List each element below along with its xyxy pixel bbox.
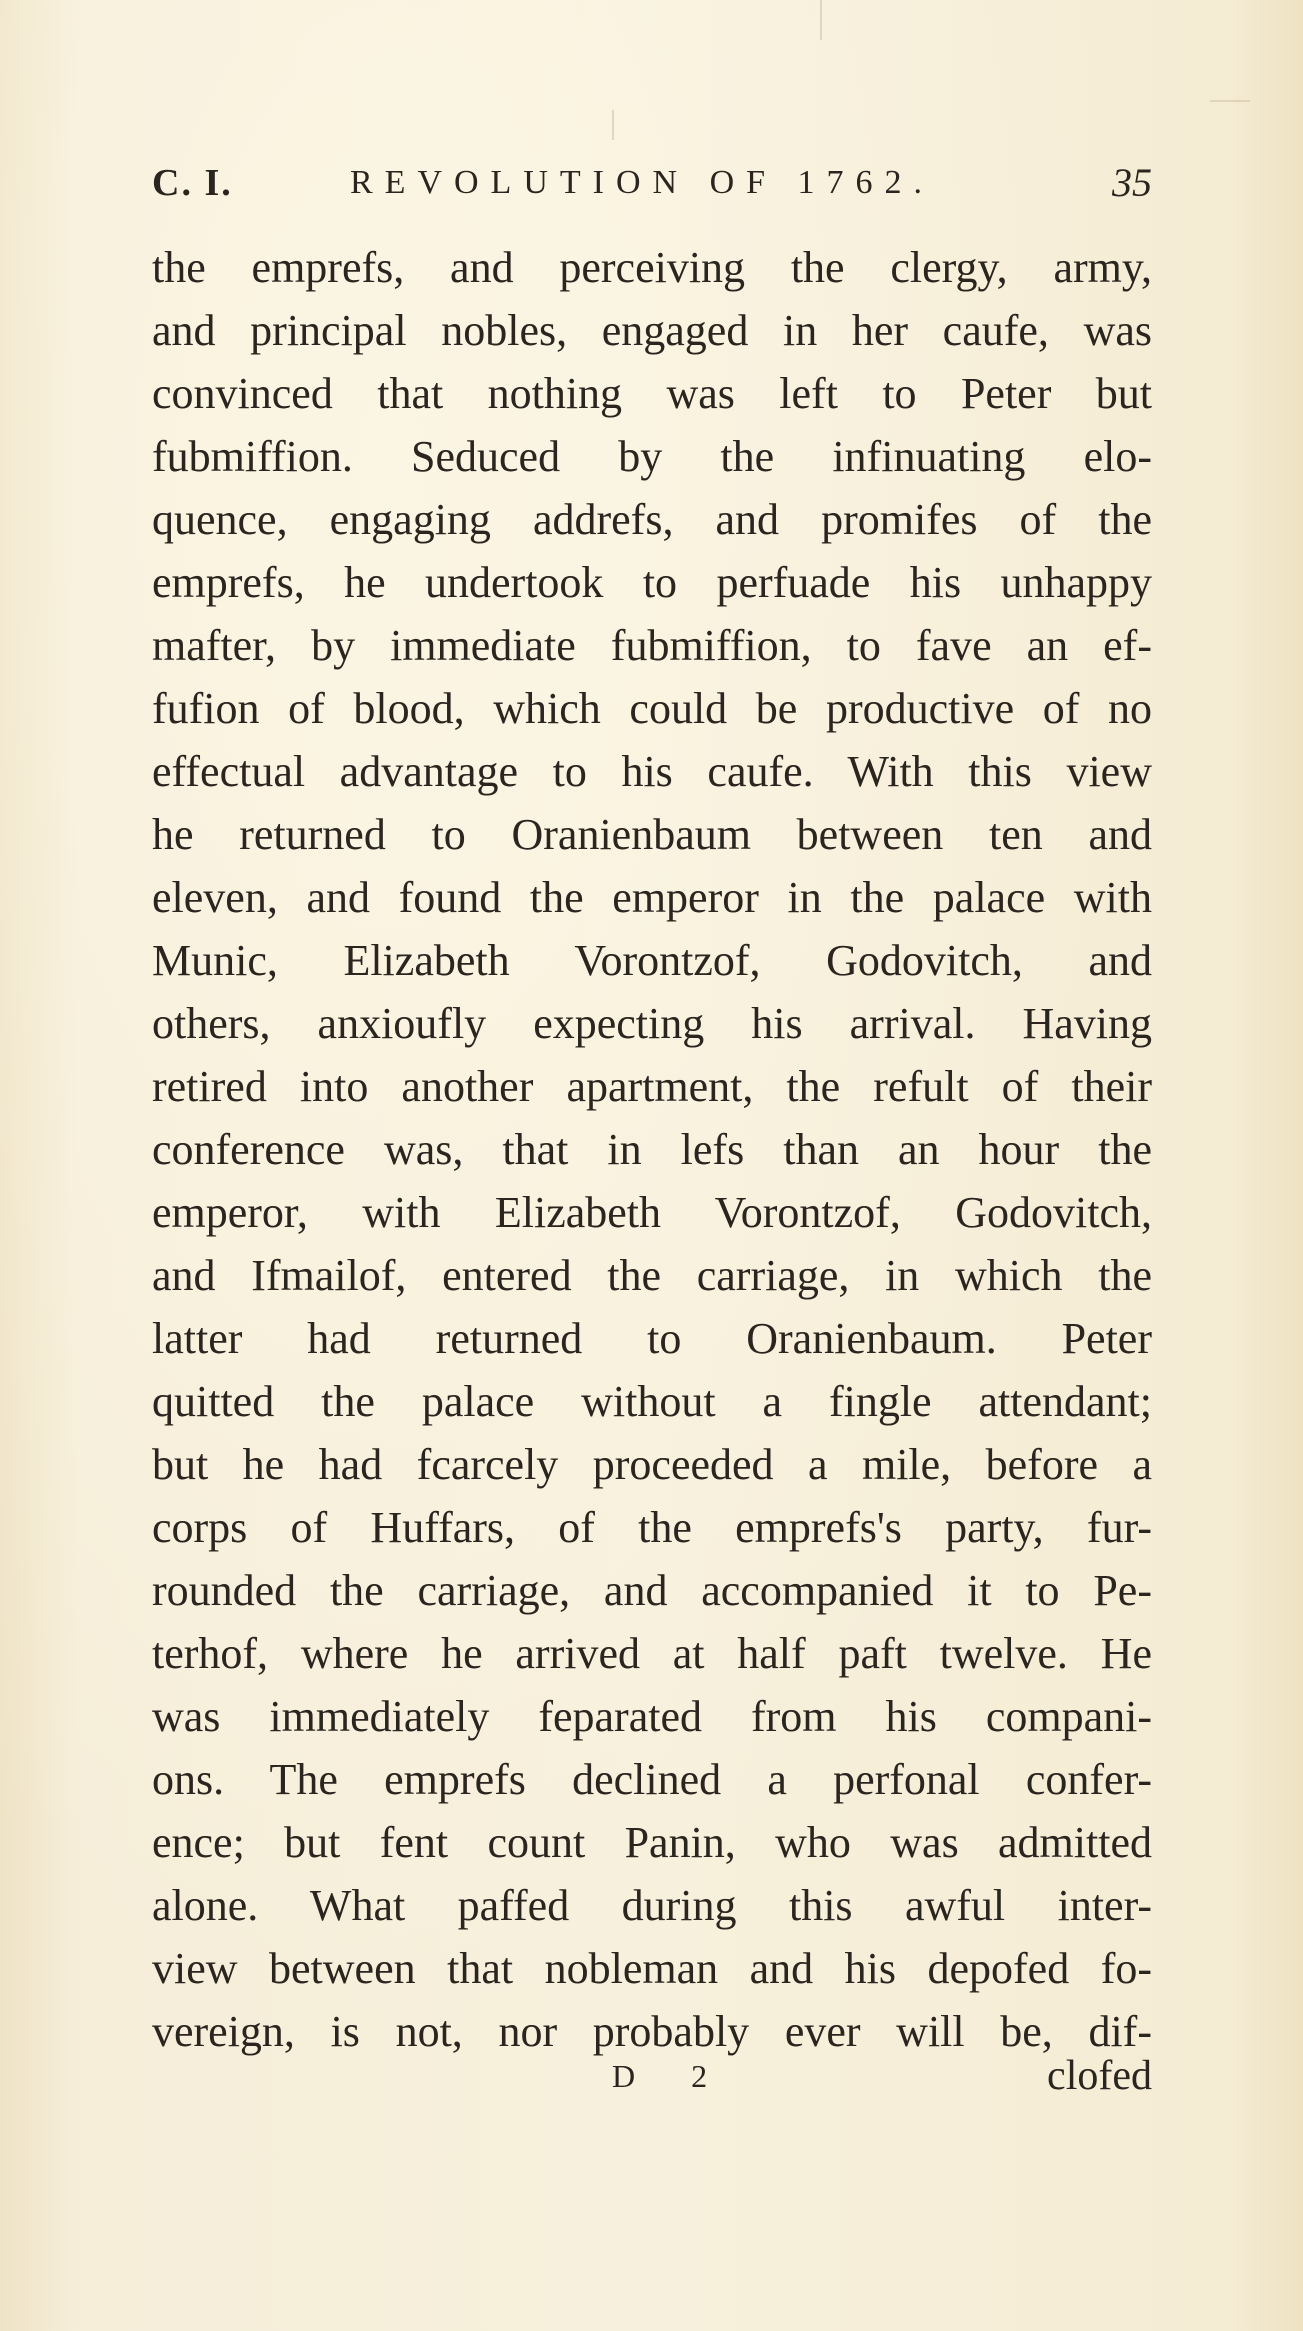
- text-line: ons. The emprefs declined a perfonal confer-: [152, 1755, 1152, 1804]
- text-line: and Ifmailof, entered the carriage, in which the: [152, 1251, 1152, 1300]
- page-footer: [152, 2046, 1152, 2106]
- signature-mark: D 2: [612, 2058, 732, 2094]
- text-line: effectual advantage to his caufe. With this view: [152, 747, 1152, 796]
- text-line: he returned to Oranienbaum between ten and: [152, 810, 1152, 859]
- paper-mark: [820, 0, 822, 40]
- text-line: fubmiffion. Seduced by the infinuating elo-: [152, 432, 1152, 481]
- text-line: terhof, where he arrived at half paft twelve. He: [152, 1629, 1152, 1678]
- paper-mark: [612, 110, 614, 140]
- text-line: Munic, Elizabeth Vorontzof, Godovitch, and: [152, 936, 1152, 985]
- text-line: rounded the carriage, and accompanied it to Pe-: [152, 1566, 1152, 1615]
- text-line: but he had fcarcely proceeded a mile, before a: [152, 1440, 1152, 1489]
- text-line: retired into another apartment, the refult of their: [152, 1062, 1152, 1111]
- text-line: corps of Huffars, of the emprefs's party, fur-: [152, 1503, 1152, 1552]
- text-line: view between that nobleman and his depofed fo-: [152, 1944, 1152, 1993]
- text-line: quitted the palace without a fingle attendant;: [152, 1377, 1152, 1426]
- text-line: ence; but fent count Panin, who was admitted: [152, 1818, 1152, 1867]
- paper-mark: [1210, 100, 1250, 102]
- text-line: eleven, and found the emperor in the palace with: [152, 873, 1152, 922]
- running-title: REVOLUTION OF 1762.: [350, 164, 935, 201]
- body-text: [152, 236, 1152, 2063]
- text-line: conference was, that in lefs than an hour the: [152, 1125, 1152, 1174]
- text-line: was immediately feparated from his compani-: [152, 1692, 1152, 1741]
- text-line: others, anxioufly expecting his arrival. Having: [152, 999, 1152, 1048]
- text-line: mafter, by immediate fubmiffion, to fave an ef-: [152, 621, 1152, 670]
- running-head: [152, 158, 1152, 208]
- chapter-label: C. I.: [152, 162, 233, 204]
- text-line: and principal nobles, engaged in her caufe, was: [152, 306, 1152, 355]
- text-line: the emprefs, and perceiving the clergy, army,: [152, 243, 1152, 292]
- text-line: latter had returned to Oranienbaum. Peter: [152, 1314, 1152, 1363]
- text-line: vereign, is not, nor probably ever will be, dif-: [152, 2007, 1152, 2056]
- text-line: alone. What paffed during this awful inter-: [152, 1881, 1152, 1930]
- catchword: clofed: [1047, 2053, 1152, 2099]
- text-line: fufion of blood, which could be productive of no: [152, 684, 1152, 733]
- page-number: 35: [1112, 160, 1152, 205]
- text-line: emperor, with Elizabeth Vorontzof, Godovitch,: [152, 1188, 1152, 1237]
- text-line: convinced that nothing was left to Peter but: [152, 369, 1152, 418]
- text-line: quence, engaging addrefs, and promifes of the: [152, 495, 1152, 544]
- text-line: emprefs, he undertook to perfuade his unhappy: [152, 558, 1152, 607]
